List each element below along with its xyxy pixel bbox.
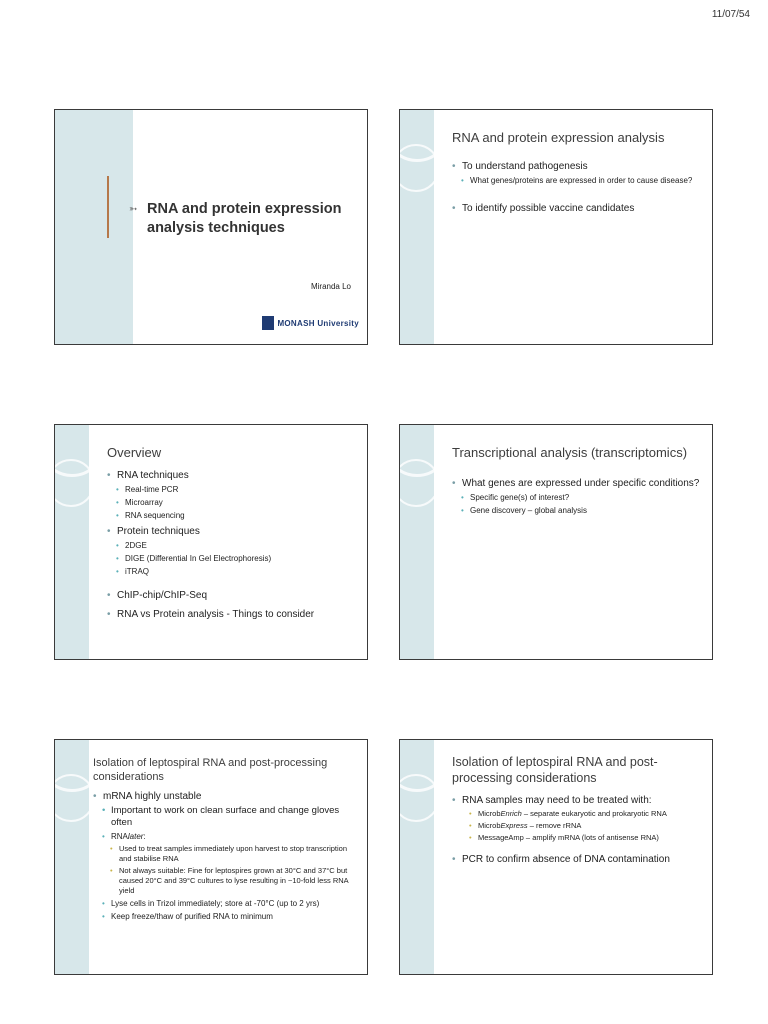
bullet: • To identify possible vaccine candidates: [452, 202, 704, 215]
slide-side-strip: [400, 425, 434, 659]
sub-bullet: • Gene discovery – global analysis: [452, 505, 704, 516]
sub-bullet: • Real-time PCR: [107, 484, 359, 495]
bullet: • Protein techniques: [107, 525, 359, 538]
slide-heading: Isolation of leptospiral RNA and post-processing considerations: [93, 757, 328, 783]
slide-rna-isolation-2: [399, 739, 713, 975]
slide-expression-analysis: [399, 109, 713, 345]
sub-bullet: • Microarray: [107, 497, 359, 508]
bullet: • RNA techniques: [107, 469, 359, 482]
sub-bullet: • Important to work on clean surface and change gloves often: [93, 805, 359, 829]
monash-crest-icon: [262, 316, 274, 330]
sub-bullet: • iTRAQ: [107, 566, 359, 577]
slide-transcriptional-analysis: [399, 424, 713, 660]
slide-heading: Isolation of leptospiral RNA and post-processing considerations: [452, 755, 658, 785]
title-accent-bar: [107, 176, 109, 238]
swirl-decoration-icon: [399, 459, 440, 507]
sub-sub-bullet: • Not always suitable: Fine for leptospires grown at 30°C and 37°C but caused 20°C and 39°C cultures to lyse resulting in ~10-fold less RNA yield: [93, 866, 359, 896]
swirl-decoration-icon: [399, 774, 440, 822]
sub-bullet: • Keep freeze/thaw of purified RNA to minimum: [93, 911, 359, 922]
author-name: Miranda Lo: [310, 282, 351, 291]
slide-title: [54, 109, 368, 345]
swirl-decoration-icon: [399, 144, 440, 192]
slide-side-strip: [400, 110, 434, 344]
sub-bullet: • What genes/proteins are expressed in order to cause disease?: [452, 175, 704, 186]
slide-side-strip: [55, 110, 133, 344]
bullet: • To understand pathogenesis: [452, 160, 704, 173]
sub-bullet: • Specific gene(s) of interest?: [452, 492, 704, 503]
slide-heading: Overview: [107, 445, 162, 460]
slide-heading: Transcriptional analysis (transcriptomics): [452, 445, 688, 460]
presentation-title: RNA and protein expression analysis techniques: [147, 201, 342, 236]
slide-overview: [54, 424, 368, 660]
sub-sub-bullet: • MicrobEnrich – separate eukaryotic and prokaryotic RNA: [452, 809, 704, 819]
slide-side-strip: [55, 425, 89, 659]
slide-rna-isolation-1: [54, 739, 368, 975]
sub-bullet: • RNA sequencing: [107, 510, 359, 521]
title-arrow-icon: ➳: [129, 204, 138, 215]
slide-heading: RNA and protein expression analysis: [452, 130, 665, 145]
sub-bullet: • Lyse cells in Trizol immediately; store at -70°C (up to 2 yrs): [93, 898, 359, 909]
slide-side-strip: [400, 740, 434, 974]
bullet: • RNA vs Protein analysis - Things to consider: [107, 608, 359, 621]
sub-bullet: • RNAlater:: [93, 831, 359, 842]
sub-sub-bullet: • MessageAmp – amplify mRNA (lots of antisense RNA): [452, 833, 704, 843]
bullet: • PCR to confirm absence of DNA contamination: [452, 853, 704, 866]
swirl-decoration-icon: [54, 774, 95, 822]
logo-text: MONASH University: [277, 318, 359, 328]
bullet: • RNA samples may need to be treated with:: [452, 794, 704, 807]
slide-side-strip: [55, 740, 89, 974]
bullet: • mRNA highly unstable: [93, 790, 359, 803]
university-logo: [262, 316, 359, 330]
page-date: 11/07/54: [711, 9, 750, 20]
swirl-decoration-icon: [54, 459, 95, 507]
sub-sub-bullet: • Used to treat samples immediately upon harvest to stop transcription and stabilise RNA: [93, 844, 359, 864]
sub-bullet: • 2DGE: [107, 540, 359, 551]
sub-bullet: • DIGE (Differential In Gel Electrophoresis): [107, 553, 359, 564]
bullet: • What genes are expressed under specific conditions?: [452, 477, 704, 490]
sub-sub-bullet: • MicrobExpress – remove rRNA: [452, 821, 704, 831]
bullet: • ChIP-chip/ChIP-Seq: [107, 589, 359, 602]
